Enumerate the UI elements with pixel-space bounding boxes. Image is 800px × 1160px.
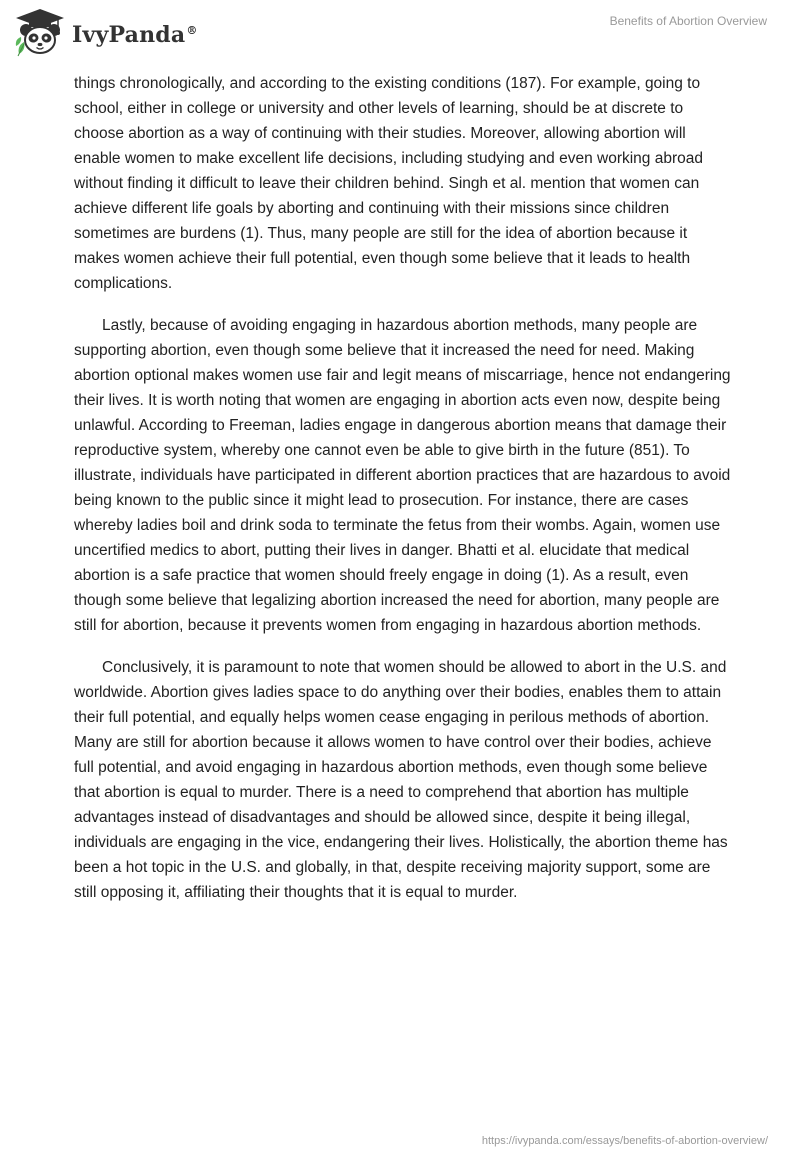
page-header <box>0 0 800 66</box>
document-title: Benefits of Abortion Overview <box>609 14 767 28</box>
panda-graduate-icon <box>14 8 66 58</box>
paragraph-2: Lastly, because of avoiding engaging in hazardous abortion methods, many people are supporting abortion, even though some believe that it increased the need for need. Making abortion optional makes women use fair and legit means of miscarriage, hence not endangering their lives. It is worth noting that women are engaging in abortion acts even now, despite being unlawful. According to Freeman, ladies engage in dangerous abortion means that damage their reproductive system, whereby one cannot even be able to give birth in the future (851). To illustrate, individuals have participated in different abortion practices that are hazardous to avoid being known to the public since it might lead to prosecution. For instance, there are cases whereby ladies boil and drink soda to terminate the fetus from their wombs. Again, women use uncertified medics to abort, putting their lives in danger. Bhatti et al. elucidate that medical abortion is a safe practice that women should freely engage in doing (1). As a result, even though some believe that legalizing abortion increased the need for abortion, many people are still for abortion, because it prevents women from engaging in hazardous abortion methods. <box>74 317 731 634</box>
registered-mark: ® <box>186 23 198 37</box>
source-url[interactable]: https://ivypanda.com/essays/benefits-of-abortion-overview/ <box>481 1135 768 1147</box>
paragraph-1: things chronologically, and according to the existing conditions (187). For example, going to school, either in college or university and other levels of learning, should be at discrete to choose abortion as a way of continuing with their studies. Moreover, allowing abortion will enable women to make excellent life decisions, including studying and even working abroad without finding it difficult to leave their children behind. Singh et al. mention that women can achieve different life goals by aborting and continuing with their missions since children sometimes are burdens (1). Thus, many people are still for the idea of abortion because it makes women achieve their full potential, even though some believe that it leads to health complications. <box>74 75 703 292</box>
paragraph-3: Conclusively, it is paramount to note that women should be allowed to abort in the U.S. and worldwide. Abortion gives ladies space to do anything over their bodies, enables them to attain their full potential, and equally helps women cease engaging in perilous methods of abortion. Many are still for abortion because it allows women to have control over their bodies, achieve full potential, and avoid engaging in hazardous abortion methods, even though some believe that abortion is equal to murder. There is a need to comprehend that abortion has multiple advantages instead of disadvantages and should be allowed since, despite it being illegal, individuals are engaging in the vice, endangering their lives. Holistically, the abortion theme has been a hot topic in the U.S. and globally, in that, despite receiving majority support, some are still opposing it, affiliating their thoughts that it is equal to murder. <box>74 659 728 901</box>
brand-name: IvyPanda® <box>72 22 198 48</box>
essay-body <box>74 71 734 922</box>
ivypanda-logo[interactable] <box>14 8 198 58</box>
